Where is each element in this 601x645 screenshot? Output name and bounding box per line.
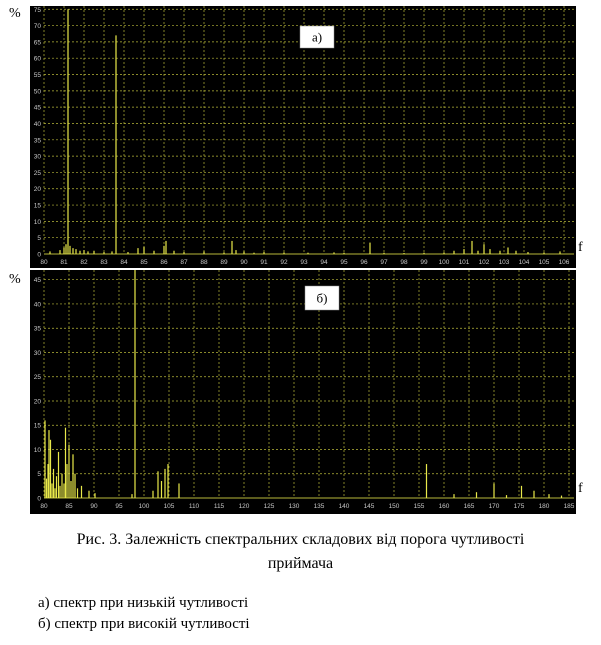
spectrum-bar xyxy=(164,469,165,498)
chart-a xyxy=(30,6,576,268)
spectrum-bar xyxy=(561,496,562,498)
spectrum-bar xyxy=(83,250,84,254)
spectrum-bar xyxy=(453,251,454,254)
spectrum-bar xyxy=(231,241,232,254)
spectrum-bar xyxy=(333,252,334,254)
x-tick-label: 101 xyxy=(458,259,470,266)
x-tick-label: 106 xyxy=(558,259,570,266)
spectrum-bar xyxy=(111,251,112,254)
x-tick-label: 90 xyxy=(240,259,248,266)
x-tick-label: 140 xyxy=(338,503,350,510)
spectrum-bar xyxy=(58,452,59,498)
spectrum-bar xyxy=(70,481,71,498)
spectrum-bar xyxy=(471,241,472,254)
x-tick-label: 80 xyxy=(40,503,48,510)
x-tick-label: 180 xyxy=(538,503,550,510)
spectrum-bar xyxy=(493,483,494,498)
spectrum-bar xyxy=(235,250,236,254)
spectrum-bar xyxy=(63,483,64,498)
note-item: а) спектр при низькій чутливості xyxy=(38,595,249,611)
y-tick-label: 0 xyxy=(37,251,41,259)
x-tick-label: 85 xyxy=(65,503,73,510)
spectrum-bar xyxy=(46,479,47,498)
spectrum-bar xyxy=(173,251,174,254)
x-tick-label: 98 xyxy=(400,259,408,266)
spectrum-bar xyxy=(77,488,78,498)
x-tick-label: 86 xyxy=(160,259,168,266)
figure-caption-line1: Рис. 3. Залежність спектральних складових від порога чутливості xyxy=(76,531,525,548)
spectrum-bar xyxy=(51,483,52,498)
spectrum-bar xyxy=(79,251,80,254)
x-tick-label: 87 xyxy=(180,259,188,266)
spectrum-bar xyxy=(178,483,179,498)
spectrum-bar xyxy=(499,251,500,254)
x-tick-label: 88 xyxy=(200,259,208,266)
y-tick-label: 20 xyxy=(33,398,41,406)
spectrum-bar xyxy=(443,252,444,254)
y-tick-label: 25 xyxy=(33,169,41,177)
y-tick-label: 5 xyxy=(37,471,41,479)
spectrum-bar xyxy=(521,486,522,498)
x-tick-label: 170 xyxy=(488,503,500,510)
spectrum-bar xyxy=(54,488,55,498)
spectrum-bar xyxy=(423,253,424,254)
y-tick-label: 15 xyxy=(33,422,41,430)
y-tick-label: 35 xyxy=(33,325,41,333)
spectrum-bar xyxy=(167,464,168,498)
spectrum-bar xyxy=(94,493,95,498)
x-tick-label: 125 xyxy=(263,503,275,510)
spectrum-bar xyxy=(243,251,244,254)
spectrum-bar xyxy=(137,248,138,254)
spectrum-bar xyxy=(161,481,162,498)
y-tick-label: 55 xyxy=(33,72,41,80)
spectrum-bar xyxy=(143,247,144,254)
spectrum-bar xyxy=(115,35,116,254)
spectrum-bar xyxy=(157,471,158,498)
y-tick-label: 70 xyxy=(33,23,41,31)
spectrum-bar xyxy=(203,251,204,254)
panel-label: а) xyxy=(311,29,323,45)
y-tick-label: 15 xyxy=(33,202,41,210)
x-tick-label: 130 xyxy=(288,503,300,510)
y-tick-label: 30 xyxy=(33,349,41,357)
spectrum-bar xyxy=(463,249,464,254)
spectrum-bar xyxy=(59,250,60,254)
x-tick-label: 95 xyxy=(115,503,123,510)
y-tick-label: 45 xyxy=(33,277,41,285)
x-tick-label: 150 xyxy=(388,503,400,510)
y-tick-label: 10 xyxy=(33,446,41,454)
y-tick-label: 35 xyxy=(33,137,41,145)
y-tick-label: 5 xyxy=(37,235,41,243)
spectrum-bar xyxy=(152,491,153,498)
spectrum-bar xyxy=(67,9,68,254)
spectrum-bar xyxy=(131,494,132,498)
y-tick-label: 40 xyxy=(33,301,41,309)
x-tick-label: 155 xyxy=(413,503,425,510)
spectrum-bar xyxy=(69,246,70,254)
x-tick-label: 100 xyxy=(138,503,150,510)
x-tick-label: 89 xyxy=(220,259,228,266)
spectrum-bar xyxy=(81,486,82,498)
spectrum-bar xyxy=(53,469,54,498)
spectrum-bar xyxy=(343,253,344,254)
x-tick-label: 160 xyxy=(438,503,450,510)
chart-a-ylabel: % xyxy=(9,6,21,21)
spectrum-bar xyxy=(88,491,89,498)
spectrum-bar xyxy=(223,252,224,254)
spectrum-bar xyxy=(74,474,75,498)
spectrum-bar xyxy=(507,247,508,254)
chart-b-ylabel: % xyxy=(9,272,21,287)
x-tick-label: 175 xyxy=(513,503,525,510)
chart-b xyxy=(30,270,576,514)
x-tick-label: 120 xyxy=(238,503,250,510)
spectrum-bar xyxy=(527,252,528,254)
y-tick-label: 40 xyxy=(33,120,41,128)
chart-a-xlabel: f xyxy=(578,240,583,255)
spectrum-bar xyxy=(403,253,404,254)
x-tick-label: 165 xyxy=(463,503,475,510)
spectrum-bar xyxy=(426,464,427,498)
y-tick-label: 75 xyxy=(33,6,41,14)
spectrum-bar xyxy=(87,251,88,254)
y-tick-label: 30 xyxy=(33,153,41,161)
spectrum-bar xyxy=(72,454,73,498)
x-tick-label: 105 xyxy=(538,259,550,266)
spectrum-bar xyxy=(453,494,454,498)
x-tick-label: 91 xyxy=(260,259,268,266)
spectrum-bar xyxy=(383,253,384,254)
spectrum-bar xyxy=(183,252,184,254)
x-tick-label: 145 xyxy=(363,503,375,510)
x-tick-label: 96 xyxy=(360,259,368,266)
note-item: б) спектр при високій чутливості xyxy=(38,616,250,632)
spectrum-bar xyxy=(163,246,164,254)
x-tick-label: 102 xyxy=(478,259,490,266)
spectrum-bar xyxy=(483,244,484,254)
x-tick-label: 85 xyxy=(140,259,148,266)
spectrum-bar xyxy=(49,251,50,254)
spectrum-bar xyxy=(63,247,64,254)
spectrum-bar xyxy=(56,476,57,498)
spectrum-bar xyxy=(283,252,284,254)
spectrum-bar xyxy=(127,252,128,254)
x-tick-label: 84 xyxy=(120,259,128,266)
y-tick-label: 0 xyxy=(37,495,41,503)
spectrum-bar xyxy=(75,249,76,254)
spectrum-bar xyxy=(61,474,62,498)
spectrum-bar xyxy=(44,420,45,498)
x-tick-label: 100 xyxy=(438,259,450,266)
panel-label: б) xyxy=(316,290,328,306)
x-tick-label: 99 xyxy=(420,259,428,266)
x-tick-label: 185 xyxy=(563,503,575,510)
spectrum-bar xyxy=(559,251,560,254)
spectrum-bar xyxy=(515,251,516,254)
spectrum-bar xyxy=(59,486,60,498)
spectrum-bar xyxy=(506,495,507,498)
spectrum-bar xyxy=(263,252,264,254)
x-tick-label: 135 xyxy=(313,503,325,510)
x-tick-label: 93 xyxy=(300,259,308,266)
spectrum-bar xyxy=(65,244,66,254)
spectrum-bar xyxy=(68,445,69,498)
x-tick-label: 92 xyxy=(280,259,288,266)
x-tick-label: 82 xyxy=(80,259,88,266)
spectrum-bar xyxy=(134,270,135,498)
y-tick-label: 10 xyxy=(33,218,41,226)
spectrum-bar xyxy=(543,252,544,254)
x-tick-label: 95 xyxy=(340,259,348,266)
x-tick-label: 94 xyxy=(320,259,328,266)
chart-b-xlabel: f xyxy=(578,481,583,496)
spectrum-bar xyxy=(253,253,254,254)
y-tick-label: 65 xyxy=(33,39,41,47)
spectrum-bar xyxy=(48,430,49,498)
x-tick-label: 80 xyxy=(40,259,48,266)
spectrum-bar xyxy=(489,249,490,254)
y-tick-label: 20 xyxy=(33,186,41,194)
x-tick-label: 81 xyxy=(60,259,68,266)
spectrum-bar xyxy=(548,494,549,498)
x-tick-label: 110 xyxy=(188,503,200,510)
y-tick-label: 50 xyxy=(33,88,41,96)
spectrum-bar xyxy=(65,428,66,498)
spectrum-bar xyxy=(477,251,478,254)
spectrum-bar xyxy=(93,251,94,254)
figure-caption-line2: приймача xyxy=(267,555,334,572)
x-tick-label: 103 xyxy=(498,259,510,266)
x-tick-label: 90 xyxy=(90,503,98,510)
y-tick-label: 45 xyxy=(33,104,41,112)
x-tick-label: 97 xyxy=(380,259,388,266)
y-tick-label: 60 xyxy=(33,55,41,63)
spectrum-bar xyxy=(165,241,166,254)
x-tick-label: 83 xyxy=(100,259,108,266)
spectrum-bar xyxy=(476,492,477,498)
spectrum-bar xyxy=(103,252,104,254)
spectrum-bar xyxy=(369,243,370,254)
x-tick-label: 115 xyxy=(213,503,225,510)
x-tick-label: 104 xyxy=(518,259,530,266)
spectrum-bar xyxy=(50,440,51,498)
spectrum-bar xyxy=(533,491,534,498)
y-tick-label: 25 xyxy=(33,374,41,382)
spectrum-bar xyxy=(66,464,67,498)
spectrum-bar xyxy=(72,248,73,254)
x-tick-label: 105 xyxy=(163,503,175,510)
spectrum-bar xyxy=(307,253,308,254)
spectrum-bar xyxy=(153,251,154,254)
